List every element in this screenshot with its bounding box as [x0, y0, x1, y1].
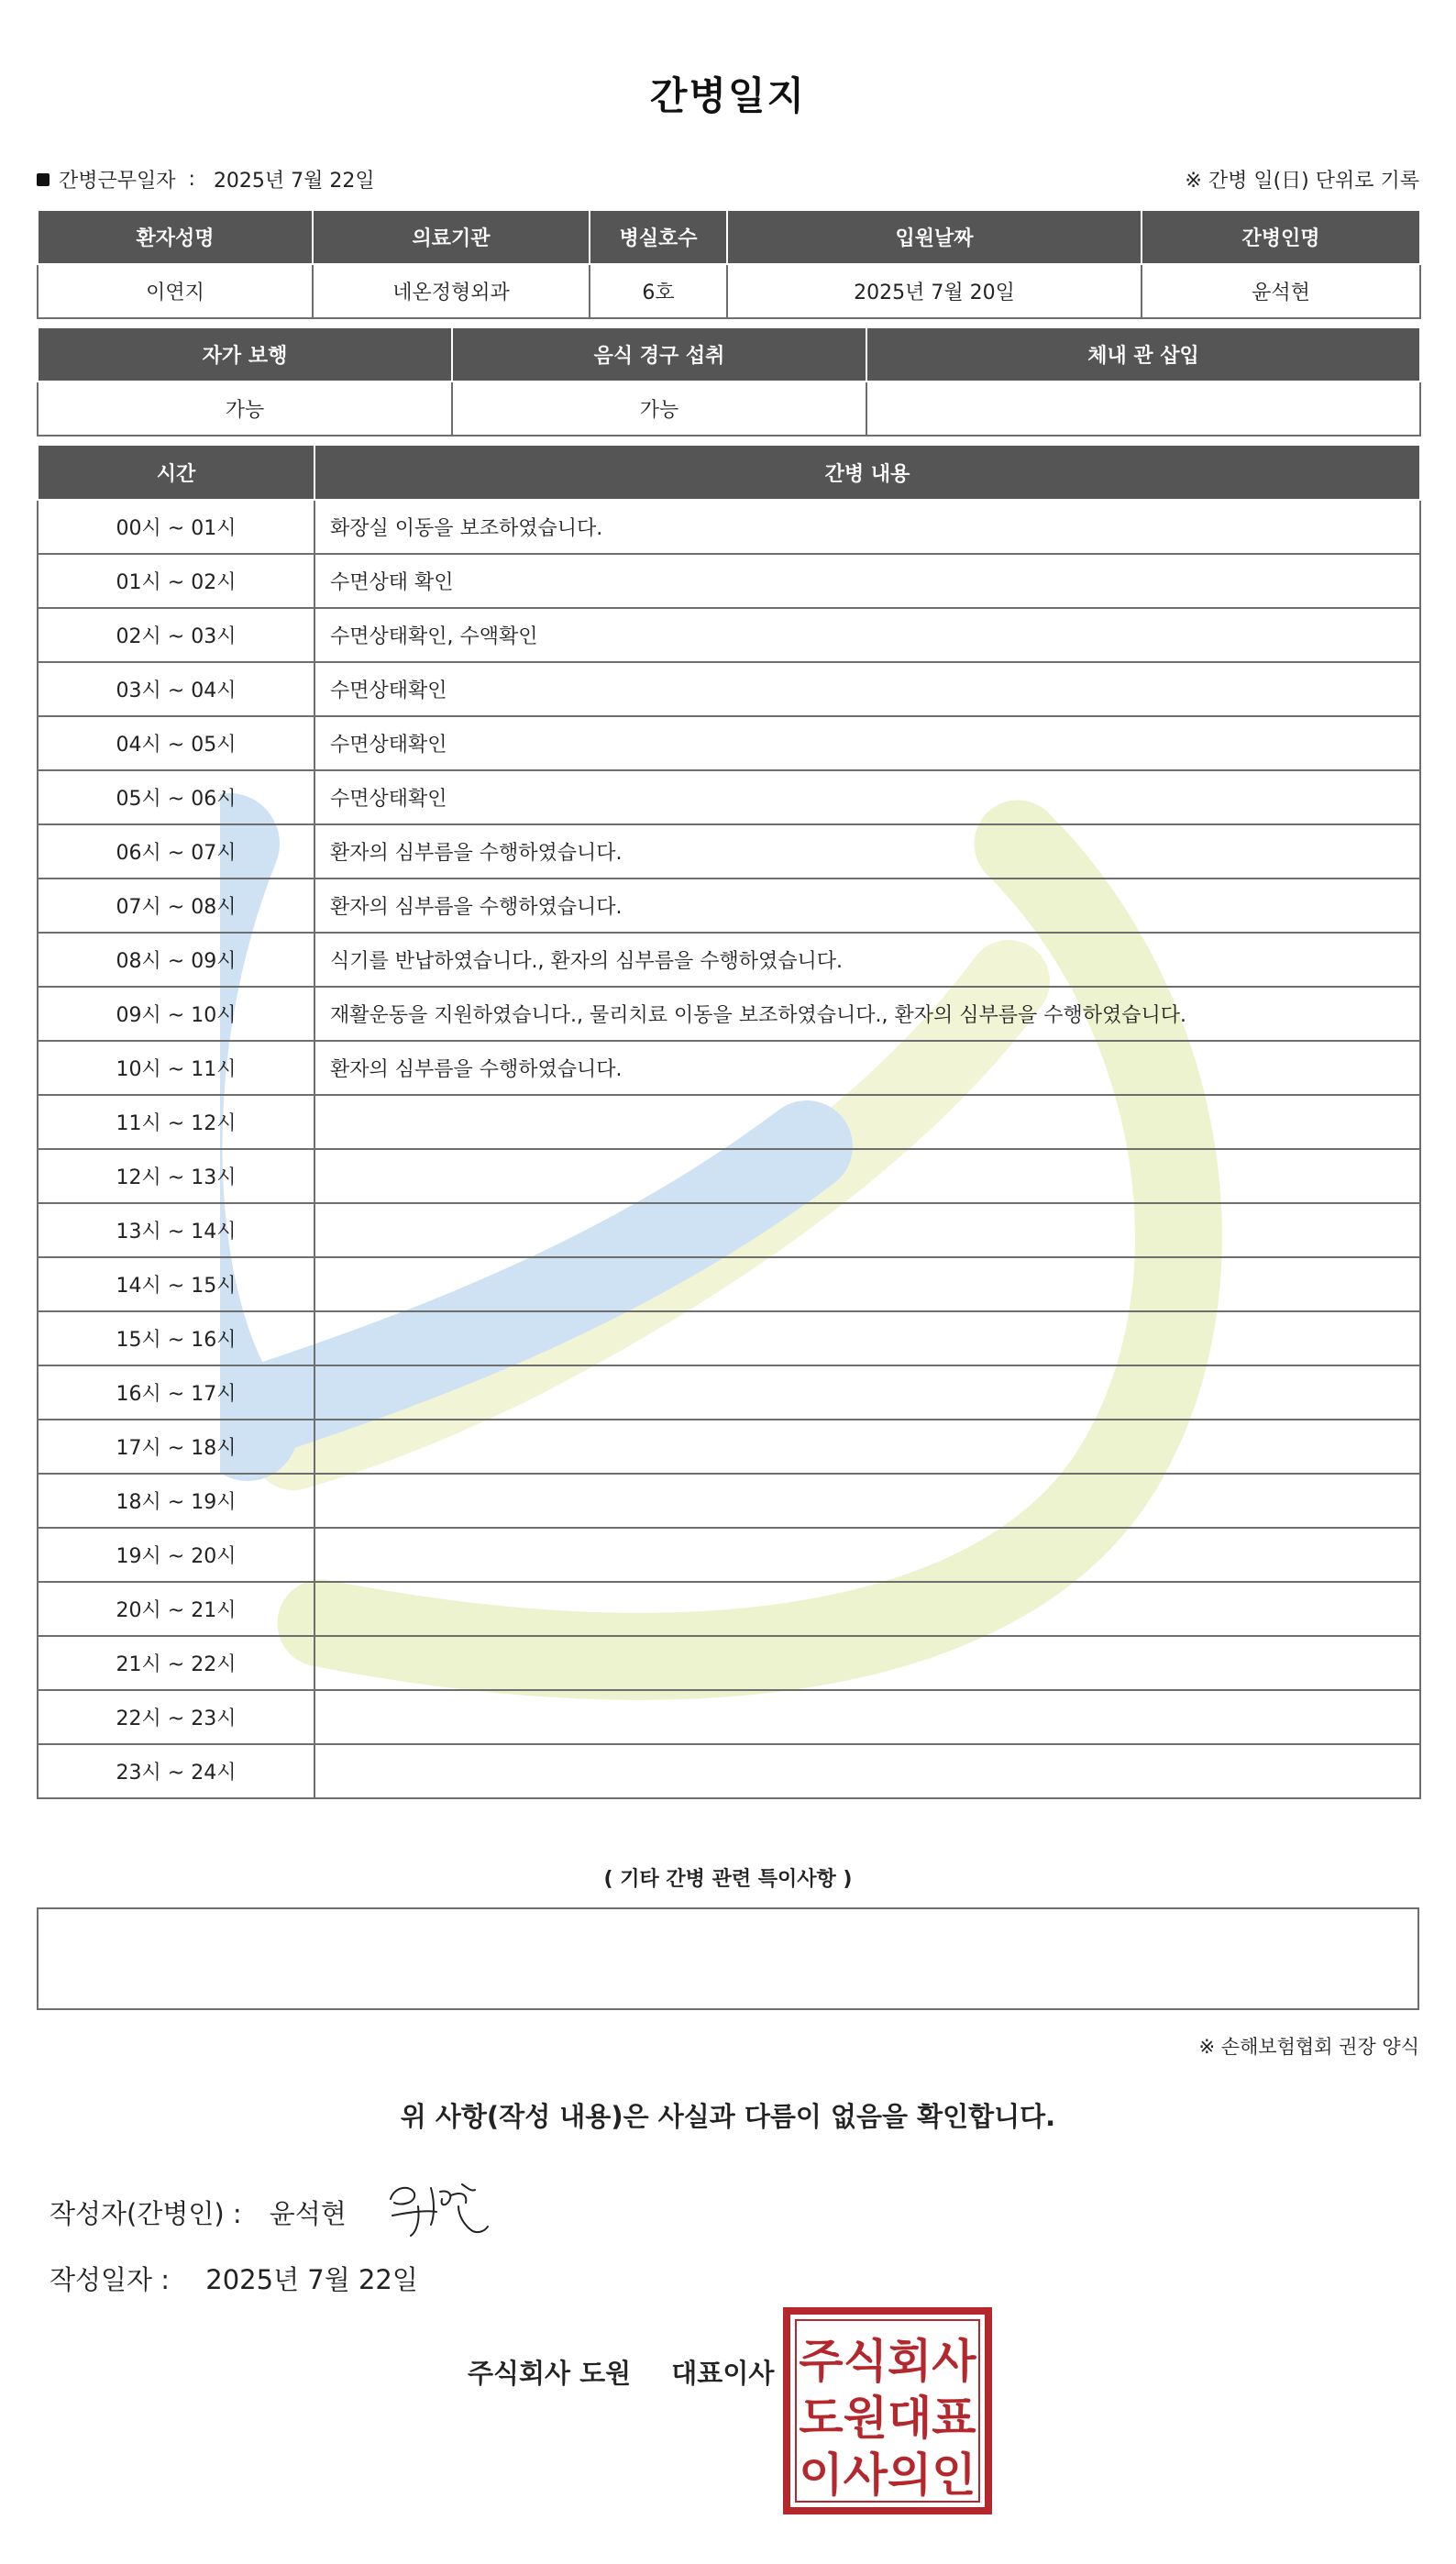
header-hospital: 의료기관	[313, 210, 590, 264]
table-row	[38, 1257, 1420, 1311]
daily-record-note: ※ 간병 일(日) 단위로 기록	[1185, 170, 1419, 193]
time-slot: 20시 ~ 21시	[38, 1582, 314, 1636]
time-slot: 12시 ~ 13시	[38, 1149, 314, 1203]
care-log-table	[37, 444, 1421, 1799]
table-row	[38, 1311, 1420, 1365]
patient-info-table	[37, 209, 1421, 319]
write-date-value: 2025년 7월 22일	[205, 2264, 418, 2295]
care-content	[314, 1257, 1420, 1311]
table-row	[38, 770, 1420, 824]
table-row	[38, 824, 1420, 879]
care-content: 수면상태확인	[314, 662, 1420, 716]
table-row	[38, 1041, 1420, 1095]
svg-text:도원대표: 도원대표	[799, 2392, 976, 2445]
write-date-label: 작성일자 :	[50, 2264, 171, 2295]
table-row	[38, 1203, 1420, 1257]
time-slot: 16시 ~ 17시	[38, 1365, 314, 1420]
header-care-content: 간병 내용	[314, 445, 1420, 500]
admission-date: 2025년 7월 20일	[727, 264, 1142, 318]
care-content	[314, 1636, 1420, 1690]
table-row	[38, 1744, 1420, 1798]
patient-name: 이연지	[38, 264, 313, 318]
self-walking-value: 가능	[38, 381, 452, 436]
table-row	[38, 716, 1420, 770]
time-slot: 03시 ~ 04시	[38, 662, 314, 716]
table-row	[38, 1528, 1420, 1582]
time-slot: 08시 ~ 09시	[38, 933, 314, 987]
care-content: 재활운동을 지원하였습니다., 물리치료 이동을 보조하였습니다., 환자의 심부름을 수행하였습니다.	[314, 987, 1420, 1041]
time-slot: 10시 ~ 11시	[38, 1041, 314, 1095]
care-content	[314, 1420, 1420, 1474]
work-date	[37, 165, 375, 193]
write-date-line	[50, 2260, 418, 2297]
care-content: 화장실 이동을 보조하였습니다.	[314, 500, 1420, 554]
time-slot: 19시 ~ 20시	[38, 1528, 314, 1582]
time-slot: 22시 ~ 23시	[38, 1690, 314, 1744]
form-note: ※ 손해보험협회 권장 양식	[1198, 2036, 1419, 2058]
meta-row	[37, 165, 1419, 196]
care-content	[314, 1149, 1420, 1203]
time-slot: 15시 ~ 16시	[38, 1311, 314, 1365]
care-content	[314, 1203, 1420, 1257]
tube-insertion-value	[866, 381, 1420, 436]
care-content: 식기를 반납하였습니다., 환자의 심부름을 수행하였습니다.	[314, 933, 1420, 987]
company-role: 대표이사	[671, 2358, 775, 2389]
oral-intake-value: 가능	[452, 381, 866, 436]
company-name: 주식회사 도원	[468, 2358, 632, 2389]
time-slot: 06시 ~ 07시	[38, 824, 314, 879]
time-slot: 00시 ~ 01시	[38, 500, 314, 554]
care-content	[314, 1744, 1420, 1798]
table-row	[38, 1474, 1420, 1528]
care-content: 환자의 심부름을 수행하였습니다.	[314, 824, 1420, 879]
care-content: 수면상태확인	[314, 716, 1420, 770]
table-row	[38, 554, 1420, 608]
care-content: 환자의 심부름을 수행하였습니다.	[314, 879, 1420, 933]
care-content	[314, 1474, 1420, 1528]
writer-line	[50, 2194, 347, 2231]
header-tube-insertion: 체내 관 삽입	[866, 327, 1420, 381]
table-row	[38, 1420, 1420, 1474]
table-row	[38, 662, 1420, 716]
table-row	[38, 1636, 1420, 1690]
table-row	[38, 1095, 1420, 1149]
time-slot: 09시 ~ 10시	[38, 987, 314, 1041]
document-title: 간병일지	[649, 73, 807, 118]
care-content	[314, 1311, 1420, 1365]
svg-text:이사의인: 이사의인	[799, 2448, 976, 2502]
time-slot: 21시 ~ 22시	[38, 1636, 314, 1690]
care-content	[314, 1528, 1420, 1582]
header-oral-intake: 음식 경구 섭취	[452, 327, 866, 381]
table-row	[38, 879, 1420, 933]
table-row	[38, 1149, 1420, 1203]
header-self-walking: 자가 보행	[38, 327, 452, 381]
writer-label: 작성자(간병인) :	[50, 2198, 242, 2229]
header-patient-name: 환자성명	[38, 210, 313, 264]
care-content	[314, 1582, 1420, 1636]
table-row	[38, 1690, 1420, 1744]
work-date-value: 2025년 7월 22일	[213, 170, 375, 193]
company-seal-stamp-icon	[783, 2307, 992, 2514]
handwritten-signature-icon	[383, 2179, 493, 2247]
remarks-box	[37, 1907, 1419, 2010]
time-slot: 07시 ~ 08시	[38, 879, 314, 933]
care-content	[314, 1365, 1420, 1420]
remarks-title: ( 기타 간병 관련 특이사항 )	[603, 1868, 853, 1891]
patient-status-table	[37, 326, 1421, 437]
header-room-number: 병실호수	[590, 210, 727, 264]
time-slot: 18시 ~ 19시	[38, 1474, 314, 1528]
header-admission-date: 입원날짜	[727, 210, 1142, 264]
time-slot: 02시 ~ 03시	[38, 608, 314, 662]
confirmation-statement: 위 사항(작성 내용)은 사실과 다름이 없음을 확인합니다.	[400, 2101, 1056, 2132]
time-slot: 23시 ~ 24시	[38, 1744, 314, 1798]
care-content: 환자의 심부름을 수행하였습니다.	[314, 1041, 1420, 1095]
table-row	[38, 933, 1420, 987]
header-time: 시간	[38, 445, 314, 500]
time-slot: 17시 ~ 18시	[38, 1420, 314, 1474]
time-slot: 04시 ~ 05시	[38, 716, 314, 770]
time-slot: 01시 ~ 02시	[38, 554, 314, 608]
care-content: 수면상태 확인	[314, 554, 1420, 608]
work-date-label: 간병근무일자	[59, 170, 176, 193]
time-slot: 13시 ~ 14시	[38, 1203, 314, 1257]
table-row	[38, 987, 1420, 1041]
care-content	[314, 1095, 1420, 1149]
table-row	[38, 500, 1420, 554]
table-row	[38, 1582, 1420, 1636]
bullet-square-icon	[37, 173, 50, 186]
care-content: 수면상태확인	[314, 770, 1420, 824]
table-row	[38, 608, 1420, 662]
time-slot: 11시 ~ 12시	[38, 1095, 314, 1149]
table-row	[38, 1365, 1420, 1420]
time-slot: 14시 ~ 15시	[38, 1257, 314, 1311]
caregiver-name: 윤석현	[1142, 264, 1420, 318]
company-line	[468, 2353, 774, 2391]
header-caregiver-name: 간병인명	[1142, 210, 1420, 264]
care-content	[314, 1690, 1420, 1744]
care-log-rows	[38, 500, 1420, 1798]
svg-text:주식회사: 주식회사	[799, 2335, 976, 2388]
time-slot: 05시 ~ 06시	[38, 770, 314, 824]
work-date-colon: :	[188, 168, 195, 191]
hospital: 네온정형외과	[313, 264, 590, 318]
room-number: 6호	[590, 264, 727, 318]
writer-name: 윤석현	[269, 2198, 347, 2229]
care-content: 수면상태확인, 수액확인	[314, 608, 1420, 662]
